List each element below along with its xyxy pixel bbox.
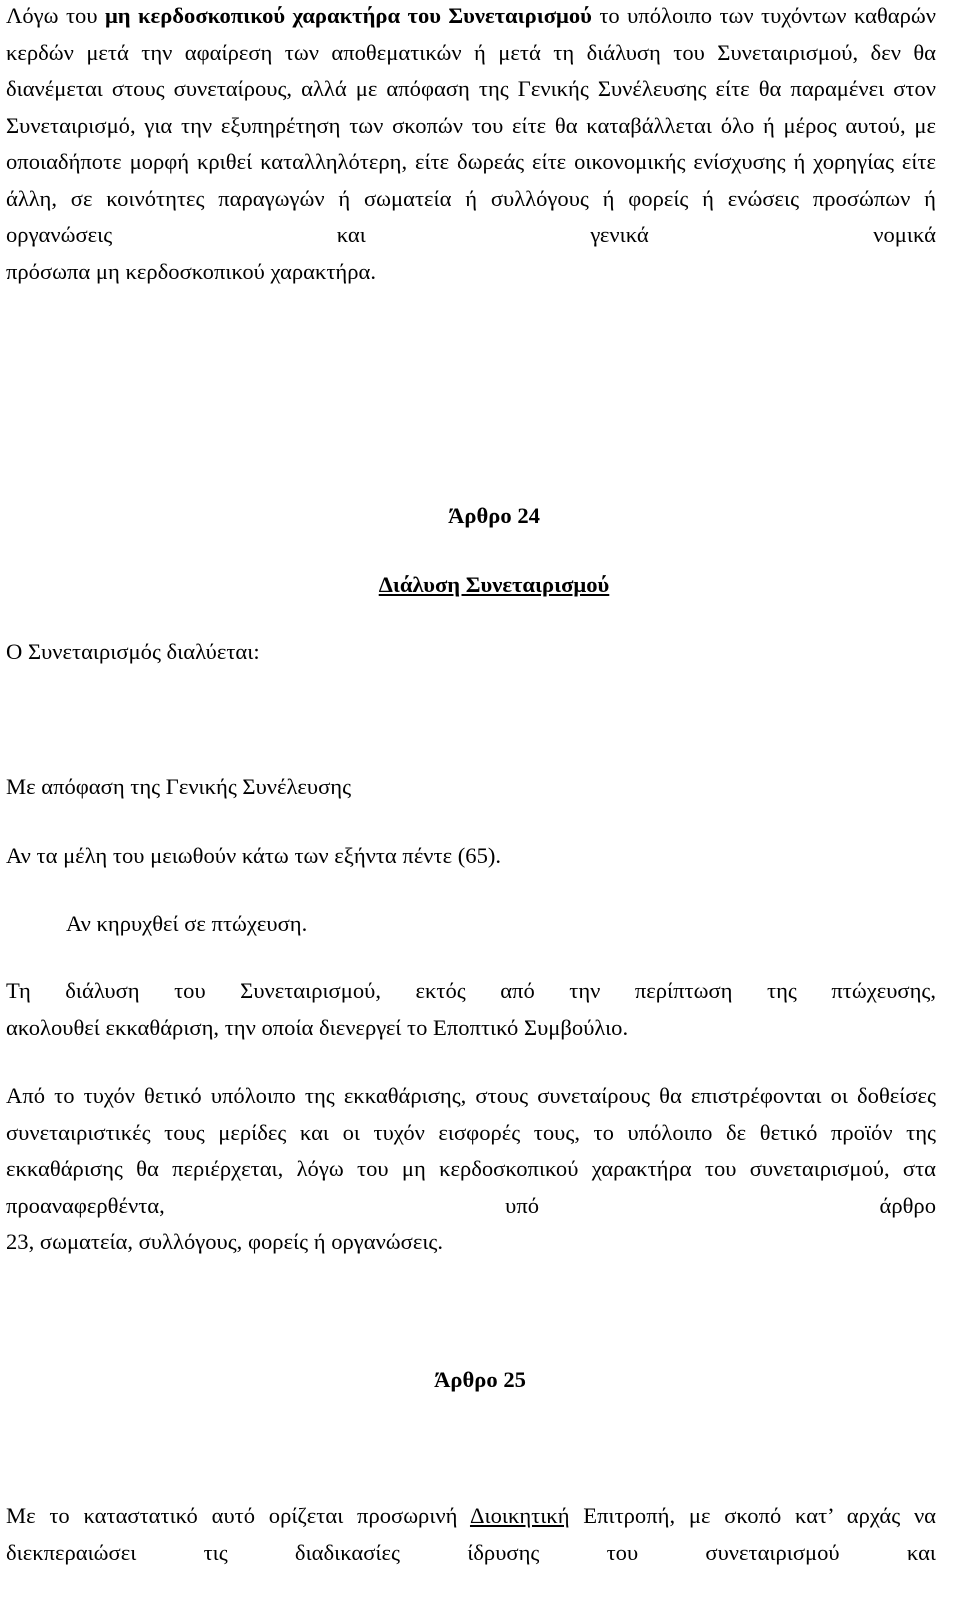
paragraph-nonprofit-surplus xyxy=(6,0,936,290)
dissolution-case-members-below: Αν τα μέλη του μειωθούν κάτω των εξήντα πέντε (65). xyxy=(6,843,502,868)
paragraph-text: Από το τυχόν θετικό υπόλοιπο της εκκαθάρισης, στους συνεταίρους θα επιστρέφονται οι δοθείσες συνεταιριστικές τους μερίδες και οι τυχόν εισφορές τους, το υπόλοιπο δε θετικό προϊόν της εκκαθάρισης θα περιέρχεται, λόγω του μη κερδοσκοπικού χαρακτήρα του συνεταιρισμού, στα προαναφερθέντα, υπό άρθρο xyxy=(6,1083,936,1218)
bold-phrase-nonprofit-character: μη κερδοσκοπικού χαρακτήρα του Συνεταιρισμού xyxy=(104,3,592,28)
paragraph-text: Λόγω του xyxy=(6,3,105,28)
paragraph-text: το υπόλοιπο των τυχόντων καθαρών κερδών μετά την αφαίρεση των αποθεματικών ή μετά τη διάλυση του Συνεταιρισμού, δεν θα διανέμεται στους συνεταίρους, αλλά με απόφαση της Γενικής Συνέλευσης είτε θα παραμένει στον Συνεταιρισμό, για την εξυπηρέτηση των σκοπών του είτε θα καταβάλλεται όλο ή μέρος αυτού, με οποιαδήποτε μορφή κριθεί καταλληλότερη, είτε δωρεάς είτε οικονομικής ενίσχυσης ή χορηγίας είτε άλλη, σε κοινότητες παραγωγών ή σωματεία ή συλλόγους ή φορείς ή ενώσεις προσώπων ή οργανώσεις και γενικά νομικά xyxy=(6,3,936,247)
paragraph-liquidation-surplus xyxy=(6,1078,936,1261)
paragraph-last-line: πρόσωπα μη κερδοσκοπικού χαρακτήρα. xyxy=(6,258,376,284)
dissolution-case-general-assembly: Με απόφαση της Γενικής Συνέλευσης xyxy=(6,774,352,799)
article-24-title: Διάλυση Συνεταιρισμού xyxy=(378,572,610,597)
paragraph-text: Με το καταστατικό αυτό ορίζεται προσωρινή xyxy=(6,1503,470,1528)
article-24-heading: Άρθρο 24 xyxy=(448,503,540,528)
paragraph-text: Τη διάλυση του Συνεταιρισμού, εκτός από την περίπτωση της πτώχευσης, xyxy=(6,978,936,1003)
underlined-word: Διοικητική xyxy=(469,1503,570,1528)
paragraph-interim-committee xyxy=(6,1498,936,1571)
paragraph-liquidation xyxy=(6,973,936,1046)
paragraph-text: Επιτροπή, με σκοπό κατ’ αρχάς να διεκπεραιώσει τις διαδικασίες ίδρυσης του συνεταιρισμού και xyxy=(6,1503,936,1565)
paragraph-last-line: 23, σωματεία, συλλόγους, φορείς ή οργανώσεις. xyxy=(6,1229,444,1254)
dissolution-intro: Ο Συνεταιρισμός διαλύεται: xyxy=(6,639,260,664)
article-25-heading: Άρθρο 25 xyxy=(434,1367,526,1392)
dissolution-case-bankruptcy: Αν κηρυχθεί σε πτώχευση. xyxy=(66,911,308,936)
paragraph-last-line: ακολουθεί εκκαθάριση, την οποία διενεργεί το Εποπτικό Συμβούλιο. xyxy=(6,1014,629,1040)
